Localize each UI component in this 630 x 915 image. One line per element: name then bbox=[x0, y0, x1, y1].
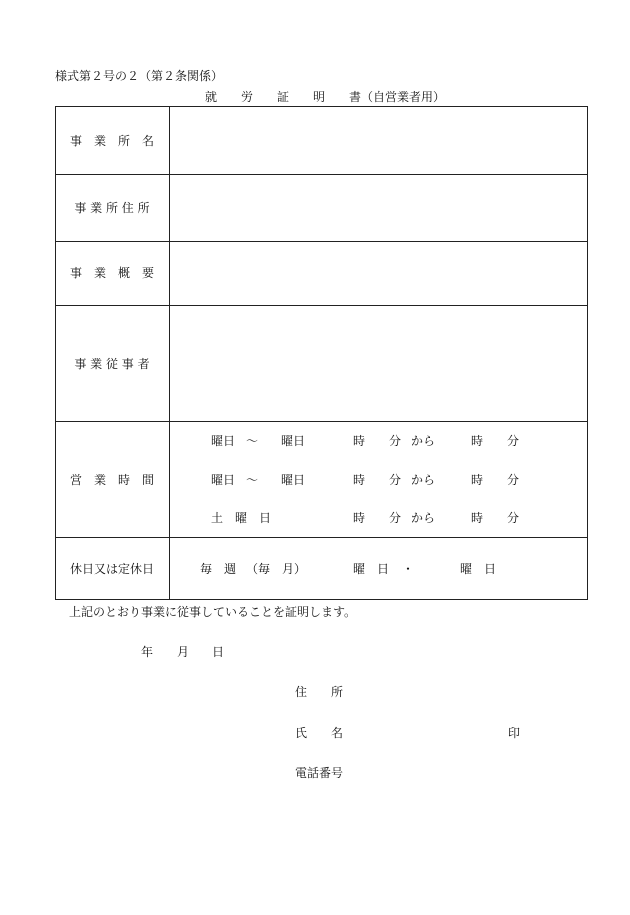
label-business-hours: 営 業 時 間 bbox=[69, 473, 154, 487]
label-business-worker: 事 業 従 事 者 bbox=[74, 357, 150, 371]
holiday-weekday-a: 曜 日 bbox=[353, 562, 390, 576]
address-label: 住 所 bbox=[295, 685, 344, 699]
hours2-minute-to: 分 bbox=[507, 473, 520, 487]
row-divider-4 bbox=[55, 421, 588, 422]
certification-statement: 上記のとおり事業に従事していることを証明します。 bbox=[69, 605, 357, 619]
hours2-day-from: 曜日 bbox=[211, 473, 236, 487]
hours2-minute-from: 分 bbox=[389, 473, 402, 487]
hours1-hour: 時 bbox=[353, 434, 366, 448]
label-holiday: 休日又は定休日 bbox=[69, 562, 154, 576]
date-month: 月 bbox=[177, 645, 190, 659]
name-label: 氏 名 bbox=[295, 726, 344, 740]
row-divider-2 bbox=[55, 241, 588, 242]
seal-mark: 印 bbox=[508, 726, 521, 740]
label-business-name: 事 業 所 名 bbox=[69, 134, 154, 148]
hours2-tilde: ～ bbox=[246, 473, 259, 487]
phone-field[interactable] bbox=[350, 763, 580, 783]
hours2-kara: から bbox=[411, 473, 436, 487]
hours1-day-from: 曜日 bbox=[211, 434, 236, 448]
name-field[interactable] bbox=[350, 723, 500, 743]
hours2-hour-to: 時 bbox=[471, 473, 484, 487]
hours3-minute-from: 分 bbox=[389, 511, 402, 525]
label-business-address: 事 業 所 住 所 bbox=[74, 201, 150, 215]
document-title: 就 労 証 明 書（自営業者用） bbox=[205, 90, 446, 104]
holiday-dot: ・ bbox=[402, 562, 415, 576]
holiday-every-week: 毎 週 bbox=[200, 562, 237, 576]
hours3-hour: 時 bbox=[353, 511, 366, 525]
address-field[interactable] bbox=[350, 682, 580, 702]
business-worker-field[interactable] bbox=[172, 307, 585, 419]
date-year: 年 bbox=[141, 645, 154, 659]
hours2-day-to: 曜日 bbox=[281, 473, 306, 487]
hours3-kara: から bbox=[411, 511, 436, 525]
label-business-summary: 事 業 概 要 bbox=[69, 266, 154, 280]
row-divider-1 bbox=[55, 174, 588, 175]
hours2-hour: 時 bbox=[353, 473, 366, 487]
hours3-minute-to: 分 bbox=[507, 511, 520, 525]
row-divider-3 bbox=[55, 305, 588, 306]
holiday-every-month: （毎 月） bbox=[246, 562, 307, 576]
form-number: 様式第２号の２（第２条関係） bbox=[55, 69, 224, 83]
date-day: 日 bbox=[212, 645, 225, 659]
hours1-hour-to: 時 bbox=[471, 434, 484, 448]
hours1-day-to: 曜日 bbox=[281, 434, 306, 448]
hours1-minute-from: 分 bbox=[389, 434, 402, 448]
business-address-field[interactable] bbox=[172, 176, 585, 239]
hours1-tilde: ～ bbox=[246, 434, 259, 448]
business-summary-field[interactable] bbox=[172, 243, 585, 303]
hours1-kara: から bbox=[411, 434, 436, 448]
phone-label: 電話番号 bbox=[295, 766, 344, 780]
business-name-field[interactable] bbox=[172, 108, 585, 172]
table-column-divider bbox=[169, 106, 170, 600]
holiday-weekday-b: 曜 日 bbox=[460, 562, 497, 576]
row-divider-5 bbox=[55, 537, 588, 538]
hours3-saturday: 土 曜 日 bbox=[211, 511, 272, 525]
hours1-minute-to: 分 bbox=[507, 434, 520, 448]
hours3-hour-to: 時 bbox=[471, 511, 484, 525]
